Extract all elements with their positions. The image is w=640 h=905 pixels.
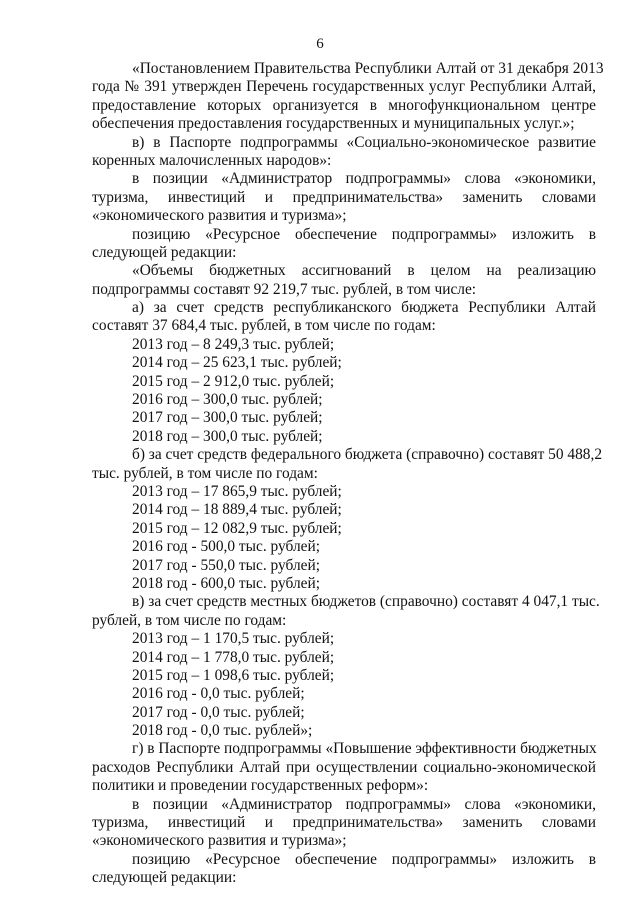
text-line: 2013 год – 8 249,3 тыс. рублей; [132,335,335,353]
document-body [92,60,604,888]
text-line: в позиции «Администратор подпрограммы» слова «экономики, [132,795,596,813]
text-line: 2018 год - 0,0 тыс. рублей»; [132,722,313,740]
text-line: туризма, инвестиций и предпринимательства» заменить словами [92,814,596,832]
page-number: 6 [316,36,324,52]
text-line: в) за счет средств местных бюджетов (справочно) составят 4 047,1 тыс. [132,593,600,611]
text-line: а) за счет средств республиканского бюджета Республики Алтай [132,299,596,317]
text-line: 2014 год – 18 889,4 тыс. рублей; [132,501,342,519]
text-line: 2014 год – 25 623,1 тыс. рублей; [132,354,342,372]
text-line: 2017 год - 550,0 тыс. рублей; [132,556,320,574]
text-line: 2015 год – 1 098,6 тыс. рублей; [132,666,335,684]
text-line: «экономического развития и туризма»; [92,207,347,225]
text-line: расходов Республики Алтай при осуществлении социально-экономической [92,758,596,776]
text-line: 2016 год - 500,0 тыс. рублей; [132,538,320,556]
text-line: 2014 год – 1 778,0 тыс. рублей; [132,648,335,666]
text-line: года № 391 утвержден Перечень государственных услуг Республики Алтай, [92,78,596,96]
text-line: в) в Паспорте подпрограммы «Социально-экономическое развитие [132,133,596,151]
text-line: предоставление которых организуется в многофункциональном центре [92,96,596,114]
text-line: политики и проведении государственных реформ»: [92,777,429,795]
text-line: коренных малочисленных народов»: [92,151,332,169]
text-line: следующей редакции: [92,869,237,887]
text-line: следующей редакции: [92,243,237,261]
text-line: «Объемы бюджетных ассигнований в целом на реализацию [132,262,596,280]
text-line: рублей, в том числе по годам: [92,611,287,629]
text-line: подпрограммы составят 92 219,7 тыс. рублей, в том числе: [92,280,477,298]
text-line: 2013 год – 1 170,5 тыс. рублей; [132,630,335,648]
text-line: г) в Паспорте подпрограммы «Повышение эффективности бюджетных [132,740,597,758]
text-line: 2016 год - 0,0 тыс. рублей; [132,685,305,703]
text-line: туризма, инвестиций и предпринимательства» заменить словами [92,188,596,206]
text-line: «экономического развития и туризма»; [92,832,347,850]
text-line: б) за счет средств федерального бюджета (справочно) составят 50 488,2 [132,446,603,464]
text-line: составят 37 684,4 тыс. рублей, в том числе по годам: [92,317,436,335]
text-line: в позиции «Администратор подпрограммы» слова «экономики, [132,170,596,188]
text-line: 2015 год – 2 912,0 тыс. рублей; [132,372,335,390]
text-line: 2013 год – 17 865,9 тыс. рублей; [132,482,342,500]
text-line: позицию «Ресурсное обеспечение подпрограммы» изложить в [132,225,596,243]
text-line: 2017 год - 0,0 тыс. рублей; [132,703,305,721]
text-line: 2017 год – 300,0 тыс. рублей; [132,409,323,427]
text-line: 2018 год – 300,0 тыс. рублей; [132,427,323,445]
text-line: обеспечения предоставления государственных и муниципальных услуг.»; [92,115,575,133]
text-line: 2018 год - 600,0 тыс. рублей; [132,574,320,592]
text-line: 2016 год – 300,0 тыс. рублей; [132,391,323,409]
text-line: позицию «Ресурсное обеспечение подпрограммы» изложить в [132,850,596,868]
text-line: 2015 год – 12 082,9 тыс. рублей; [132,519,342,537]
text-line: тыс. рублей, в том числе по годам: [92,464,318,482]
text-line: «Постановлением Правительства Республики Алтай от 31 декабря 2013 [132,60,604,77]
